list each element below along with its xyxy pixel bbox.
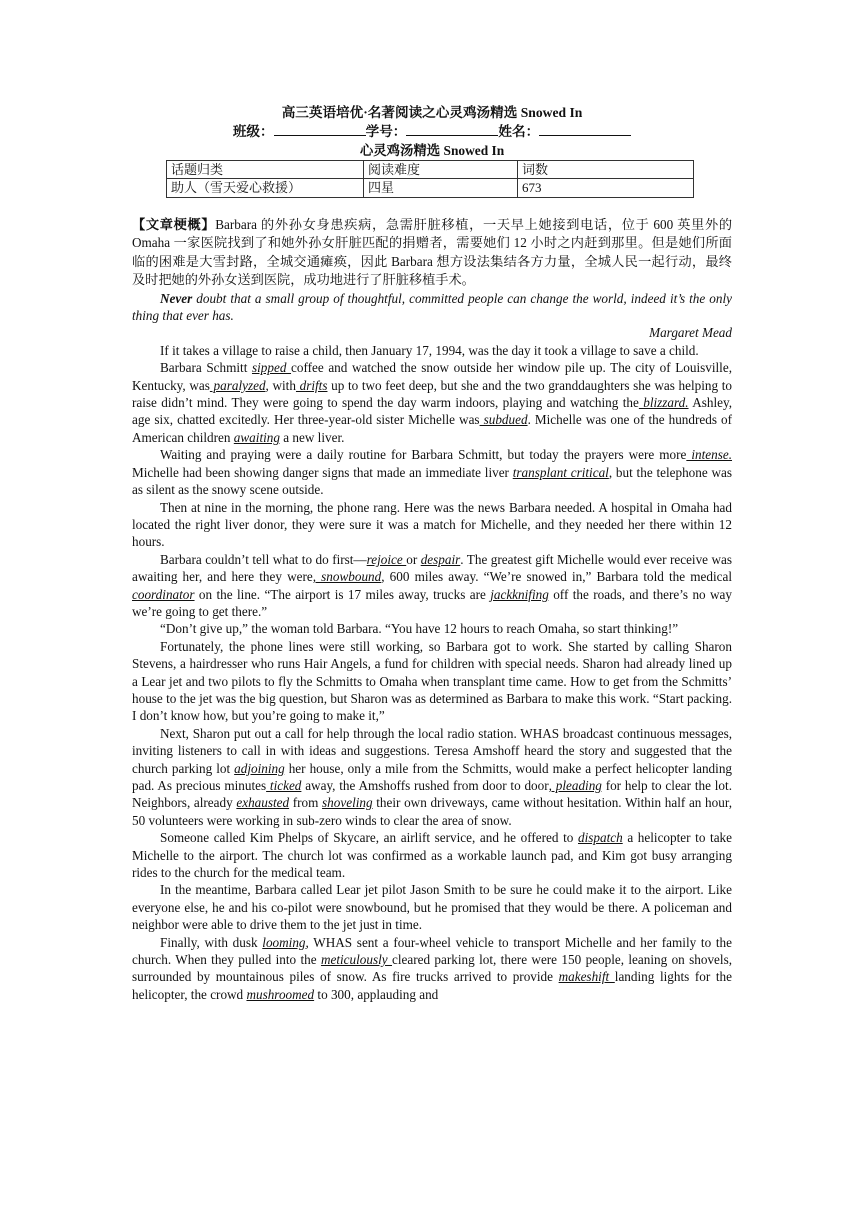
summary-text: Barbara 的外孙女身患疾病，急需肝脏移植，一天早上她接到电话，位于 600 英里外的 Omaha 一家医院找到了和她外孙女肝脏匹配的捐赠者，需要她们 12 小时之内赶到那里。但是她们所面临的困难是大雪封路，全城交通瘫痪，因此 Barbara 想方设法集结各方力量，全城人民一起行动，最终及时把她的外孙女送到医院，成功地进行了肝脏移植手术。 xyxy=(132,216,732,288)
class-label: 班级： xyxy=(232,124,274,140)
paragraph-8: Next, Sharon put out a call for help through the local radio station. WHAS broadcast continuous messages, inviting listeners to call in with ideas and suggestions. Teresa Amshoff heard the story and suggested that the church parking lot adjoining her house, only a mile from the Schmitts, would make a perfect helicopter landing pad. As precious minutes ticked away, the Amshoffs rushed from door to door, pleading for help to clear the lot. Neighbors, already exhausted from shoveling their own driveways, came without hesitation. Within half an hour, 50 volunteers were working in sub-zero winds to clear the area of snow. xyxy=(132,725,733,828)
document-title: 高三英语培优·名著阅读之心灵鸡汤精选 Snowed In xyxy=(281,105,583,120)
vocab-word: rejoice xyxy=(366,551,407,567)
vocab-word: makeshift xyxy=(558,969,615,985)
epigraph-quote xyxy=(132,290,732,325)
paragraph-9: Someone called Kim Phelps of Skycare, an airlift service, and he offered to dispatch a helicopter to take Michelle to the airport. The church lot was confirmed as a workable launch pad, and Kim got busy arranging rides to the church for the medical team. xyxy=(132,830,732,881)
paragraph-11: Finally, with dusk looming, WHAS sent a four-wheel vehicle to transport Michelle and her family to the church. When they pulled into the meticulously cleared parking lot, there were 150 people, leaning on shovels, surrounded by mountainous piles of snow. As fire trucks arrived to provide makeshift landing lights for the helicopter, the crowd mushroomed to 300, applauding and xyxy=(132,934,732,1002)
paragraph-10: In the meantime, Barbara called Lear jet pilot Jason Smith to be sure he could make it to the airport. Like everyone else, he and his co-pilot were snowbound, but he promised that they would be there. A policeman and neighbor were able to drive them to the jet just in time. xyxy=(132,882,732,933)
table-cell: 673 xyxy=(518,179,694,197)
vocab-word: despair xyxy=(420,551,461,567)
paragraph-6: “Don’t give up,” the woman told Barbara. “You have 12 hours to reach Omaha, so start thinking!” xyxy=(160,621,679,637)
table-row xyxy=(167,179,694,197)
vocab-word: , snowbound xyxy=(312,569,382,585)
vocab-word: dispatch xyxy=(578,830,623,846)
table-cell: 词数 xyxy=(518,160,694,178)
vocab-word: awaiting xyxy=(233,429,280,445)
number-label: 学号： xyxy=(365,124,407,140)
table-cell: 四星 xyxy=(364,179,518,197)
table-cell: 阅读难度 xyxy=(364,160,518,178)
vocab-word: blizzard. xyxy=(638,395,689,411)
vocab-word: looming xyxy=(262,934,306,950)
vocab-word: , pleading xyxy=(548,778,602,793)
summary-paragraph xyxy=(132,216,732,290)
quote-first-word: Never xyxy=(160,290,193,306)
vocab-word: ticked xyxy=(266,778,302,793)
document-page xyxy=(132,104,732,1003)
paragraph-1: If it takes a village to raise a child, then January 17, 1994, was the day it took a village to save a child. xyxy=(160,342,699,358)
table-cell: 话题归类 xyxy=(167,160,364,178)
paragraph-2: Barbara Schmitt sipped coffee and watched the snow outside her window pile up. The city of Louisville, Kentucky, was paralyzed, with drifts up to two feet deep, but she and the two granddaughters she was helping to raise didn’t mind. They were going to spend the day warm indoors, playing and watching the blizzard. Ashley, age six, chatted excitedly. Her three-year-old sister Michelle was subdued. Michelle was one of the hundreds of American children awaiting a new liver. xyxy=(132,360,733,445)
vocab-word: intense. xyxy=(686,447,733,463)
class-blank[interactable] xyxy=(274,121,366,136)
name-blank[interactable] xyxy=(539,121,631,136)
vocab-word: mushroomed xyxy=(246,986,315,1002)
vocab-word: adjoining xyxy=(234,760,285,776)
summary-tag: 【文章梗概】 xyxy=(132,216,216,232)
vocab-word: meticulously xyxy=(320,952,392,968)
name-label: 姓名： xyxy=(498,124,540,140)
student-info-line xyxy=(132,121,732,141)
number-blank[interactable] xyxy=(406,121,498,136)
vocab-word: exhausted xyxy=(236,795,290,811)
table-cell: 助人（雪天爱心救援） xyxy=(167,179,364,197)
vocab-word: jackknifing xyxy=(490,586,549,602)
vocab-word: subdued xyxy=(479,412,528,428)
quote-author: Margaret Mead xyxy=(649,325,732,341)
document-subtitle: 心灵鸡汤精选 Snowed In xyxy=(359,143,505,159)
paragraph-3: Waiting and praying were a daily routine for Barbara Schmitt, but today the prayers were more intense. Michelle had been showing danger signs that made an immediate liver transplant critical, but the telephone was as silent as the snowy scene outside. xyxy=(132,447,733,498)
vocab-word: paralyzed xyxy=(209,377,266,393)
vocab-word: sipped xyxy=(251,360,292,376)
paragraph-4: Then at nine in the morning, the phone rang. Here was the news Barbara needed. A hospital in Omaha had located the right liver donor, they were sure it was a match for Michelle, and they needed her there within 12 hours. xyxy=(132,499,732,550)
vocab-word: transplant critical xyxy=(512,464,609,480)
table-row xyxy=(167,160,694,178)
vocab-word: coordinator xyxy=(132,586,195,602)
info-table xyxy=(166,160,694,198)
vocab-word: shoveling xyxy=(322,795,373,811)
vocab-word: drifts xyxy=(295,377,328,393)
quote-text: doubt that a small group of thoughtful, committed people can change the world, indeed it’s the only thing that ever has. xyxy=(132,290,732,324)
paragraph-7: Fortunately, the phone lines were still working, so Barbara got to work. She started by calling Sharon Stevens, a hairdresser who runs Hair Angels, a fund for children with special needs. Sharon had already lined up a Lear jet and two pilots to fly the Schmitts to Omaha when transplant time came. How to get from the Schmitts’ house to the jet was the big question, but Sharon was as determined as Barbara to make this work. “Start packing. I don’t know how, but you’re going to make it,” xyxy=(132,638,732,724)
paragraph-5: Barbara couldn’t tell what to do first—rejoice or despair. The greatest gift Michelle would ever receive was awaiting her, and here they were, snowbound, 600 miles away. “We’re snowed in,” Barbara told the medical coordinator on the line. “The airport is 17 miles away, trucks are jackknifing off the roads, and there’s no way we’re going to get there.” xyxy=(132,551,733,619)
